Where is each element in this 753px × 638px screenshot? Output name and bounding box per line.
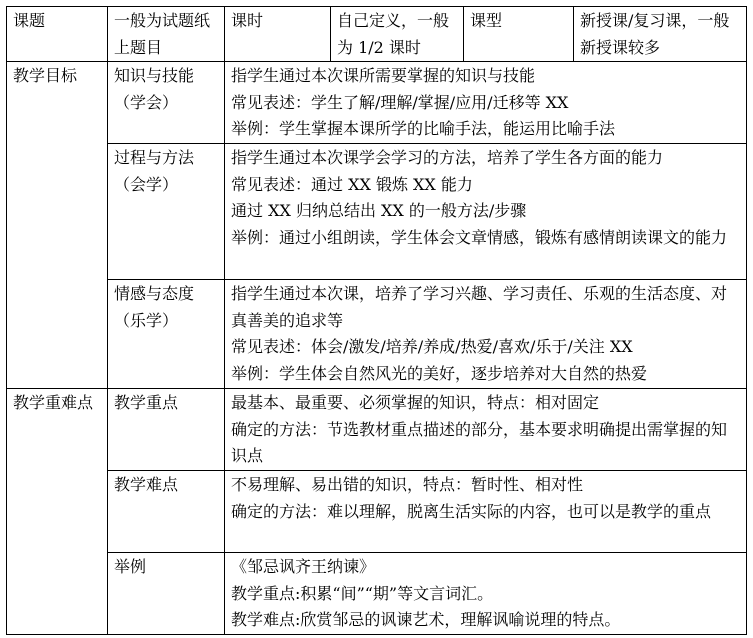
emotion-line: 举例：学生体会自然风光的美好，逐步培养对大自然的热爱: [231, 363, 648, 383]
difficulty-line: 确定的方法：难以理解，脱离生活实际的内容，也可以是教学的重点: [231, 501, 712, 521]
focus-line: 最基本、最重要、必须掌握的知识，特点：相对固定: [231, 393, 600, 412]
focus-content: [225, 389, 747, 471]
keypoints-label: 教学重难点: [7, 389, 108, 635]
process-line: 指学生通过本次课学会学习的方法，培养了学生各方面的能力: [231, 148, 664, 167]
process-content: [225, 144, 747, 280]
topic-value: 一般为试题纸上题目: [108, 7, 225, 62]
period-label: 课时: [225, 7, 331, 62]
objective-row-knowledge: [7, 62, 747, 144]
knowledge-line: 指学生通过本次课所需要掌握的知识与技能: [231, 66, 536, 85]
topic-label: 课题: [7, 7, 108, 62]
example-content: [225, 553, 747, 635]
process-line: 常见表述：通过 XX 锻炼 XX 能力: [231, 174, 473, 194]
emotion-line: 指学生通过本次课，培养了学习兴趣、学习责任、乐观的生活态度、对真善美的追求等: [231, 284, 728, 330]
type-label: 课型: [464, 7, 574, 62]
objective-row-emotion: [7, 280, 747, 389]
difficulty-label: 教学难点: [108, 471, 225, 553]
emotion-content: [225, 280, 747, 389]
difficulty-content: [225, 471, 747, 553]
process-label: 过程与方法（会学）: [108, 144, 225, 280]
lesson-plan-table: [6, 6, 747, 635]
type-value: 新授课/复习课，一般新授课较多: [574, 7, 747, 62]
example-label: 举例: [108, 553, 225, 635]
keypoint-row-focus: [7, 389, 747, 471]
process-line: 举例：通过小组朗读，学生体会文章情感，锻炼有感情朗读课文的能力: [231, 227, 728, 247]
period-value: 自己定义，一般为 1/2 课时: [331, 7, 464, 62]
keypoint-row-difficulty: [7, 471, 747, 553]
focus-label: 教学重点: [108, 389, 225, 471]
knowledge-line: 举例：学生掌握本课所学的比喻手法，能运用比喻手法: [231, 119, 616, 138]
objectives-label: 教学目标: [7, 62, 108, 389]
focus-line: 确定的方法：节选教材重点描述的部分，基本要求明确提出需掌握的知识点: [231, 419, 728, 465]
knowledge-content: [225, 62, 747, 144]
keypoint-row-example: [7, 553, 747, 635]
example-line: 教学重点:积累“间”“期”等文言词汇。: [231, 583, 494, 603]
emotion-line: 常见表述：体会/激发/培养/养成/热爱/喜欢/乐于/关注 XX: [231, 337, 633, 356]
process-line: 通过 XX 归纳总结出 XX 的一般方法/步骤: [231, 201, 527, 220]
knowledge-label: 知识与技能（学会）: [108, 62, 225, 144]
objective-row-process: [7, 144, 747, 280]
knowledge-line: 常见表述：学生了解/理解/掌握/应用/迁移等 XX: [231, 92, 569, 112]
difficulty-line: 不易理解、易出错的知识，特点：暂时性、相对性: [231, 475, 584, 494]
header-row: [7, 7, 747, 62]
example-line: 教学难点:欣赏邹忌的讽谏艺术，理解讽喻说理的特点。: [231, 610, 621, 629]
example-line: 《邹忌讽齐王纳谏》: [231, 557, 376, 576]
emotion-label: 情感与态度（乐学）: [108, 280, 225, 389]
